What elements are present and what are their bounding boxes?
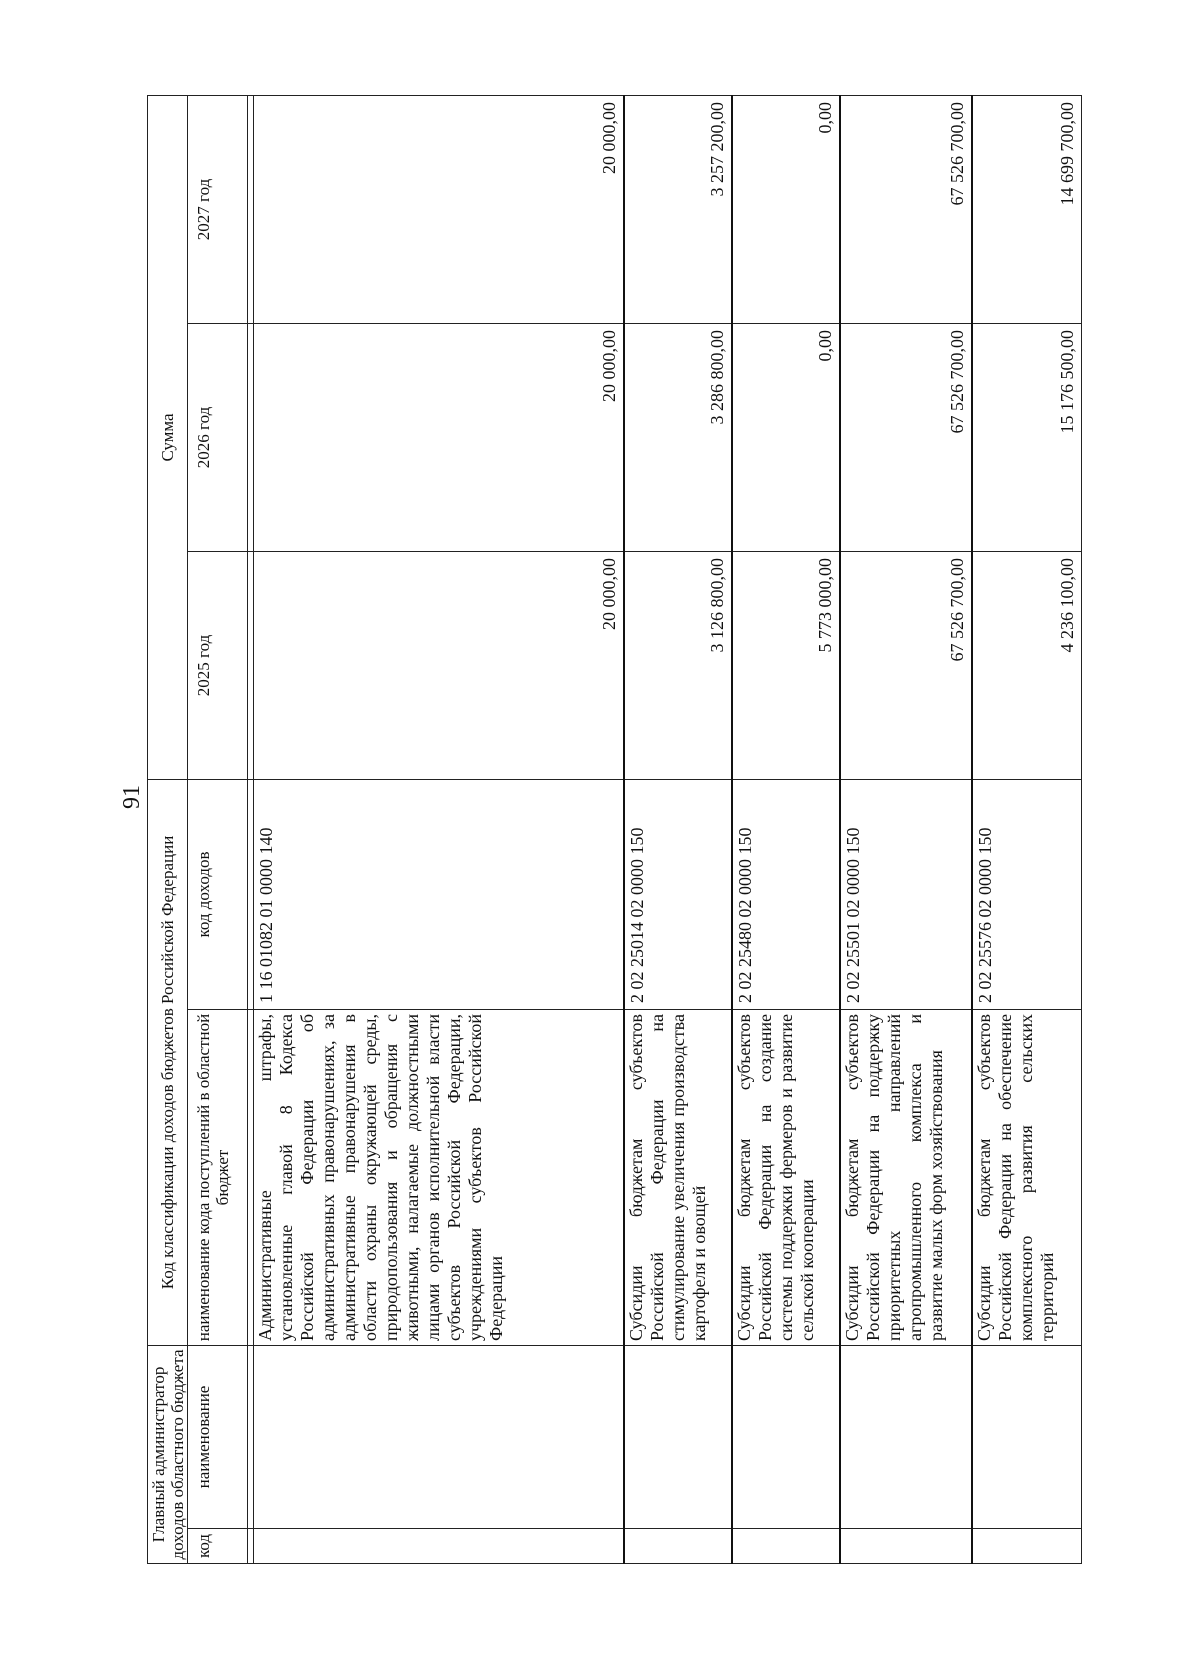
income-name-cell: Субсидии бюджетам субъектов Российской Федерации на создание системы поддержки фермеров и развитие сельской кооперации [732,1010,840,1346]
income-name-cell: Административные штрафы, установленные главой 8 Кодекса Российской Федерации об административных правонарушениях, за административные правонарушения в области охраны окружающей среды, природопользования и обращения с животными, налагаемые должностными лицами органов исполнительной власти субъектов Российской Федерации, учреждениями субъектов Российской Федерации [254,1010,624,1346]
table-row [840,95,972,1563]
income-code-cell: 2 02 25014 02 0000 150 [624,779,732,1009]
income-code-cell: 2 02 25501 02 0000 150 [840,779,972,1009]
income-name-cell: Субсидии бюджетам субъектов Российской Федерации на обеспечение комплексного развития сельских территорий [972,1010,1082,1346]
header-admin-group: Главный администратор доходов областного бюджета [148,1346,188,1564]
amount-2027-cell: 67 526 700,00 [840,95,972,323]
header-2026: 2026 год [188,323,248,551]
table-row [732,95,840,1563]
amount-2027-cell: 20 000,00 [254,95,624,323]
admin-code-cell [732,1529,840,1564]
amount-2027-cell: 14 699 700,00 [972,95,1082,323]
table-row [624,95,732,1563]
income-code-cell: 2 02 25576 02 0000 150 [972,779,1082,1009]
table-row [972,95,1082,1563]
header-sum-group: Сумма [148,95,188,779]
income-name-cell: Субсидии бюджетам субъектов Российской Федерации на поддержку приоритетных направлений агропромышленного комплекса и развитие малых форм хозяйствования [840,1010,972,1346]
header-admin-name: наименование [188,1346,248,1529]
table-row [254,95,624,1563]
header-income-name: наименование кода поступлений в областной бюджет [188,1010,248,1346]
admin-code-cell [972,1529,1082,1564]
amount-2025-cell: 5 773 000,00 [732,551,840,779]
admin-name-cell [972,1346,1082,1529]
admin-name-cell [840,1346,972,1529]
income-classification-table [147,95,1082,1564]
admin-code-cell [254,1529,624,1564]
amount-2025-cell: 4 236 100,00 [972,551,1082,779]
admin-code-cell [624,1529,732,1564]
header-admin-code: код [188,1529,248,1564]
rotated-document-table [147,96,1077,1564]
income-name-cell: Субсидии бюджетам субъектов Российской Федерации на стимулирование увеличения производства картофеля и овощей [624,1010,732,1346]
income-code-cell: 1 16 01082 01 0000 140 [254,779,624,1009]
amount-2026-cell: 0,00 [732,323,840,551]
header-code-group: Код классификации доходов бюджетов Российской Федерации [148,779,188,1345]
amount-2025-cell: 3 126 800,00 [624,551,732,779]
income-code-cell: 2 02 25480 02 0000 150 [732,779,840,1009]
amount-2025-cell: 67 526 700,00 [840,551,972,779]
admin-name-cell [732,1346,840,1529]
admin-name-cell [254,1346,624,1529]
admin-name-cell [624,1346,732,1529]
amount-2025-cell: 20 000,00 [254,551,624,779]
header-income-code: код доходов [188,779,248,1009]
amount-2027-cell: 3 257 200,00 [624,95,732,323]
amount-2026-cell: 20 000,00 [254,323,624,551]
amount-2026-cell: 3 286 800,00 [624,323,732,551]
amount-2026-cell: 67 526 700,00 [840,323,972,551]
page-number: 91 [119,785,145,809]
header-2025: 2025 год [188,551,248,779]
header-2027: 2027 год [188,95,248,323]
amount-2027-cell: 0,00 [732,95,840,323]
admin-code-cell [840,1529,972,1564]
amount-2026-cell: 15 176 500,00 [972,323,1082,551]
